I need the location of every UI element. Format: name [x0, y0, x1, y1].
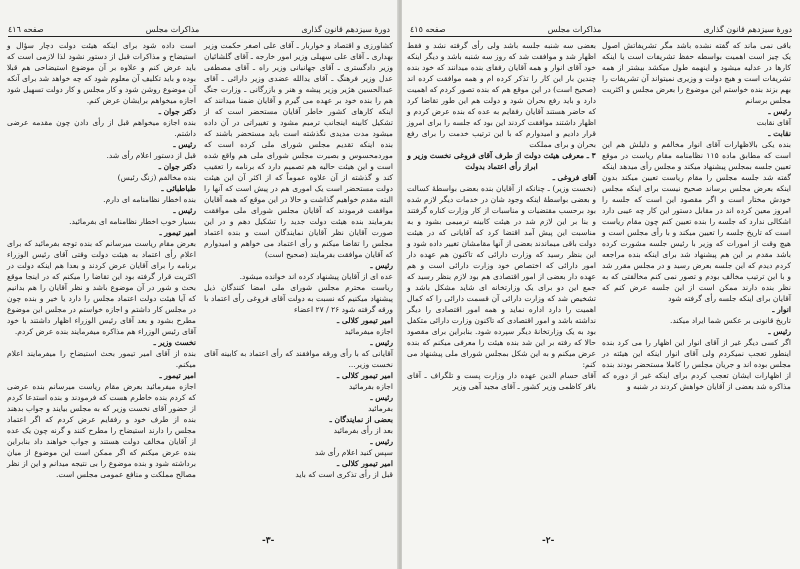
- speaker-name: انوار ـ: [772, 305, 791, 314]
- speaker-name: آقای فروغی ـ: [552, 173, 596, 182]
- paragraph: بعد از رأی بفرمائید: [333, 426, 393, 435]
- speaker-name: طباطبائی ـ: [161, 184, 196, 193]
- speaker-name: امیر تیمور کلالی ـ: [337, 371, 393, 380]
- header-page-number: صفحه ٤١٦: [8, 24, 44, 34]
- paragraph: اجازه بفرمائید: [348, 382, 393, 391]
- speaker-name: رئیس ـ: [173, 140, 196, 149]
- speaker-name: بعضی از نمایندگان ـ: [329, 415, 393, 424]
- speaker-name: امیر تیمور کلالی ـ: [337, 316, 393, 325]
- speaker-name: رئیس ـ: [768, 107, 791, 116]
- paragraph: است داده شود برای اینکه هیئت دولت دچار سؤال و استیضاح و مذاکرات قبل از دستور نشود لذا لازمی است که باید عرض کنم و علاوه بر آن موضوع استیضاحی هم قبلا بوده و باید تکلیف آن معلوم شود که چه خواهد شد برای آنکه آن موضوع روشن شود و کار مجلس و کار دولت تسهیل شود اجازه میخواهم برایشان عرض کنم.: [7, 41, 196, 105]
- speaker-name: رئیس ـ: [173, 206, 196, 215]
- paragraph: آقای نقابت: [756, 118, 791, 127]
- paragraph: بسیار خوب اخطار نظامنامه ای بفرمائید.: [69, 217, 196, 226]
- page-header-left: [8, 22, 390, 37]
- speaker-name: امیر تیمور ـ: [159, 228, 196, 237]
- paragraph: آقای حسام الدین عهده دار وزارت پست و تلگراف ـ آقای باقر کاظمی وزیر کشور ـ آقای مجید آهی وزیر: [407, 371, 596, 391]
- speaker-name: دکتر جوان ـ: [158, 107, 196, 116]
- speaker-name: نقابت ـ: [768, 129, 791, 138]
- paragraph: عده ای از آقایان پیشنهاد کرده اند خوانده میشود.: [239, 272, 393, 281]
- paragraph: بنده مخالفم (زنگ رئیس): [117, 173, 196, 182]
- section-heading: ۳ ـ معرفی هیئت دولت از طرف آقای فروغی نخست وزیر و ابراز رأی اعتماد بدولت: [407, 151, 596, 171]
- speaker-name: رئیس ـ: [768, 327, 791, 336]
- page-header-right: [410, 22, 792, 37]
- paragraph: بنده اخطار نظامنامه ای دارم.: [103, 195, 196, 204]
- header-title: دورهٔ سیزدهم قانون گذاری: [301, 24, 390, 34]
- page-footer-number: -۲-: [542, 536, 555, 546]
- paragraph: سپس کنید اعلام رأی شد: [314, 448, 393, 457]
- speaker-name: رئیس ـ: [370, 261, 393, 270]
- text-column: [204, 40, 393, 480]
- speaker-name: نخست وزیر ـ: [153, 338, 196, 347]
- page-footer-number: -۳-: [262, 536, 275, 546]
- paragraph: بنده اجازه میخواهم قبل از رأی دادن چون مقدمه عرضی داشتم.: [7, 118, 196, 138]
- paragraph: بنده یکی بالاظهارات آقای انوار مخالفم و دلیلش هم این است که مطابق ماده ۱۱۵ نظامنامه مقام ریاست در موقع تعیین جلسه بمجلس پیشنهاد میکند و مجلس رأی میدهد اینکه گفته شد جلسه مجلس را مقام ریاست تعیین میکند بدون اینکه بعرض مجلس برساند صحیح نیست برای اینکه مجلس خودش مختار است و اگر مقصود این است که جلسه را امروز معین کرده اند در مقابل دستور این کار چه عیبی دارد اشکالی ندارد که جلسه را بنده تعیین کنم چون مقام ریاست است که تاریخ جلسه را تعیین میکند و با رأی مجلس است و هیچ وقت از امورات که وزیر با رئیس جلسه مشورت کرده باشد مقدم بر این هم پیشنهاد شد برای اینکه بنده مراجعه کردم دیدم که این جلسه بعرض رسید و در مجلس مقرر شد و با این ترتیب مخالف بودم و تصور نمی کنم مخالفتی که به نظر بنده دارند ممکن است از این جلسه عرض کنم که آقایان برای اینکه جلسه رأی گرفته شود: [602, 140, 791, 303]
- paragraph: بفرمائید: [368, 404, 393, 413]
- paragraph: آقایانی که با رأی ورقه موافقند که رأی اعتماد به کابینه آقای نخست وزیر...: [204, 349, 393, 369]
- speaker-name: امیر تیمور کلالی ـ: [337, 459, 393, 468]
- header-center: مذاکرات مجلس: [547, 24, 602, 34]
- header-center: مذاکرات مجلس: [145, 24, 200, 34]
- paragraph: اجازه میفرمائید بعرض مقام ریاست میرسانم بنده عرضی که کردم بنده خاطرم هست که فرمودند و بنده استدعا کردم از حضور آقای نخست وزیر که به مجلس بیایند و جواب بدهند بنده از طرف خود و رفقایم عرض کردم که اگر اعتماد مجلس را دارند استیضاح را مطرح کنند و گرنه چون یک عده از آقایان مخالف دولت هستند و جواب خواهند داد بنابراین بنده عرض میکنم که اگر ممکن است این موضوع از میان برداشته شود و بنده موضوع را بی نتیجه میدانم و این از نظر مصالح مملکت و منافع عمومی مجلس است.: [7, 382, 196, 479]
- paragraph: بنده از آقای امیر تیمور بحث استیضاح را میفرمایند اعلام میکنم.: [7, 349, 196, 369]
- text-column: [407, 40, 596, 392]
- header-title: دورهٔ سیزدهم قانون گذاری: [703, 24, 792, 34]
- paragraph: قبل از رأی تذکری است که باید: [295, 470, 393, 479]
- speaker-name: رئیس ـ: [370, 393, 393, 402]
- speaker-name: امیر تیمور ـ: [159, 371, 196, 380]
- paragraph: تاریخ قانونی بر عکس شما ایراد میکند.: [670, 316, 791, 325]
- paragraph: بعرض مقام ریاست میرسانم که بنده توجه بفرمائید که برای اعلام رأی اعتماد به هیئت دولت وقتی آقای رئیس الوزراء برنامه را برای آقایان عرض کردند و بعدا هم اینکه دولت در اکثریت قرار گرفته بود این تقاضا را میکنم که در اینجا موقع بحث و شور در آن موضوع باشد و نظر آقایان را هم بدانیم که آیا هیئت دولت اعتماد مجلس را دارد یا خیر و بنده چون در مجلس کار داشتم و اجازه خواستم در مجلس این موضوع مطرح بشود و بعد آقای رئیس الوزراء اظهار داشتند با خود آقای رئیس الوزراء هم مذاکره میفرمایند بنده عرض کردم.: [7, 239, 196, 336]
- paragraph: (نخست وزیر) ـ چنانکه از آقایان بنده بعضی بواسطهٔ کسالت و بعضی بواسطهٔ اینکه وجود شان در خدمات دیگر لازم شده بود برحسب مقتضیات و مناسبات از کار وزارت کناره گرفتند و بنا بر این لازم شد در هیئت کابینه ترمیمی بشود و به مناسبت این پیش آمد اقتضا کرد که آقایانی که در هیئت دولت باقی میماندند بعضی از آنها مقامشان تغییر داده شود و این بنظر رسید که وزارت دارائی که تاکنون هم عهده دار امور دارائی که اختصاص خود وزارت دارائی است و هم عهده دار بعضی از امور اقتصادی هم بود لازم بنظر رسید که جمع این دو برای یک وزارتخانه ای شاید مشکل باشد و تشخیص شد که وزارت دارائی آن قسمت دارائی را که کمال اهمیت را دارد اداره نماید و همه امور اقتصادی را دیگر نداشته باشد و امور اقتصادی که تاکنون وزارت دارائی متکفل بود به یک وزارتخانهٔ دیگر سپرده شود. بنابراین برای مقصود حالا که رفته بر این شد بنده هیئت را معرفی میکنم که بنده عرض میکنم و به این شکل بمجلس شورای ملی پیشنهاد می کنم:: [407, 184, 596, 369]
- left-page: [0, 0, 398, 569]
- header-page-number: صفحه ٤١٥: [410, 24, 446, 34]
- paragraph: اجازه میفرمائید: [344, 327, 393, 336]
- paragraph: قبل از دستور اعلام رأی شد.: [106, 151, 196, 160]
- paragraph: باقی نمی ماند که گفته نشده باشد مگر تشریفاتش اصول یک چیز است اهمیت بواسطه حفظ تشریفات است یا اینکه کارها در عدلیه میشود و اینهمه طول میکشد بیشتر از همه تشریفات است و هیچ دولت و وزیری نمیتواند آن تشریفات را بهم بزند بنده خواستم این موضوع را بعرض مجلس و اکثریت مجلس برسانم: [602, 41, 791, 105]
- paragraph: ریاست محترم مجلس شورای ملی امضا کنندگان ذیل پیشنهاد میکنیم که نسبت به دولت آقای فروغی رأی اعتماد با ورقه گرفته شود ۲۶ / ۲۷ اعضاء: [204, 283, 393, 314]
- text-column: [602, 40, 791, 392]
- text-column: [7, 40, 196, 480]
- speaker-name: رئیس ـ: [370, 437, 393, 446]
- paragraph: بعضی سه شنبه جلسه باشد ولی رأی گرفته نشد و فقط اظهار شد و موافقت شد که روز سه شنبه باشد و دیگر اینکه خود آقای انوار و همه آقایان رفقای بنده میدانند که خود بنده چندین بار این کار را تذکر کرده ام و همه موافقت کرده اند (صحیح است) در این موقع هم که بنده تصور کردم که اهمیت دارد و باید رفع بحران شود و دولت هم این طور تقاضا کرد که حاضر هستند آقایان رفقایم به عده که بنده عرض کردم و اظهار داشتند موافقت کردند این بود که جلسه را برای امروز قرار دادیم و امیدوارم که با این ترتیب خدمت را برای رفع بحران و برای مملکت: [407, 41, 596, 149]
- speaker-name: رئیس ـ: [370, 338, 393, 347]
- speaker-name: دکتر جوان ـ: [158, 162, 196, 171]
- paragraph: کشاورزی و اقتصاد و خواربار ـ آقای علی اصغر حکمت وزیر بهداری ـ آقای علی سهیلی وزیر امور خارجه ـ آقای گلشائیان وزیر دادگستری ـ آقای جهانبانی وزیر راه ـ آقای مصطفی عدل وزیر فرهنگ ـ آقای یدالله عضدی وزیر دارائی ـ آقای عبدالحسین هژیر وزیر پیشه و هنر و بازرگانی ـ وزارت جنگ هم را بنده خود بر عهده می گیرم و آقایان ضمنا میدانند که اینکه کارهای کشور خاطر آقایان مستحضر است که از تشکیل کابینه اینجانب ترمیم مشود و تغییراتی در آن داده میشود مدت مدیدی نگذشته است باید مستحضر باشند که بنده اینکه تقدیم مجلس شورای ملی کرده است که موردمحسوس و بصیرت مجلس شورای ملی هم واقع شده است و این هیئت حالیه هم تصمیم دارد که برنامه را تعقیب کند و گذشته از آن علاوه عموماً که از اکثر آن این هیئت دولت مستحضر است یک اموری هم در پیش است که آنها را البته مقدم خواهیم گذاشت و حالا در این موقع که همه آقایان موافقت فرمودند که آقایان مجلس شورای ملی موافقت بفرمایند بنده هیئت دولت جدید را تشکیل دهم و در این صورت آقایان نظر آقایان نمایندگان است و بنده اعتماد مجلس را تقاضا میکنم و رأی اعتماد می خواهم و امیدوارم که آقایان موافقت بفرمایند (صحیح است): [204, 41, 393, 259]
- paragraph: اگر کسی دیگر غیر از آقای انوار این اظهار را می کرد بنده اینطور تعجب نمیکردم ولی آقای انوار اینکه این هیئته در مجلس بوده اند و جریان مجلس را کاملا مستحضر بودند بنده از اظهارات ایشان تعجب کردم برای اینکه غیر از دوره که مذاکره شد بعضی از آقایان خواهش کردند در شنبه و: [602, 338, 791, 391]
- right-page: [402, 0, 800, 569]
